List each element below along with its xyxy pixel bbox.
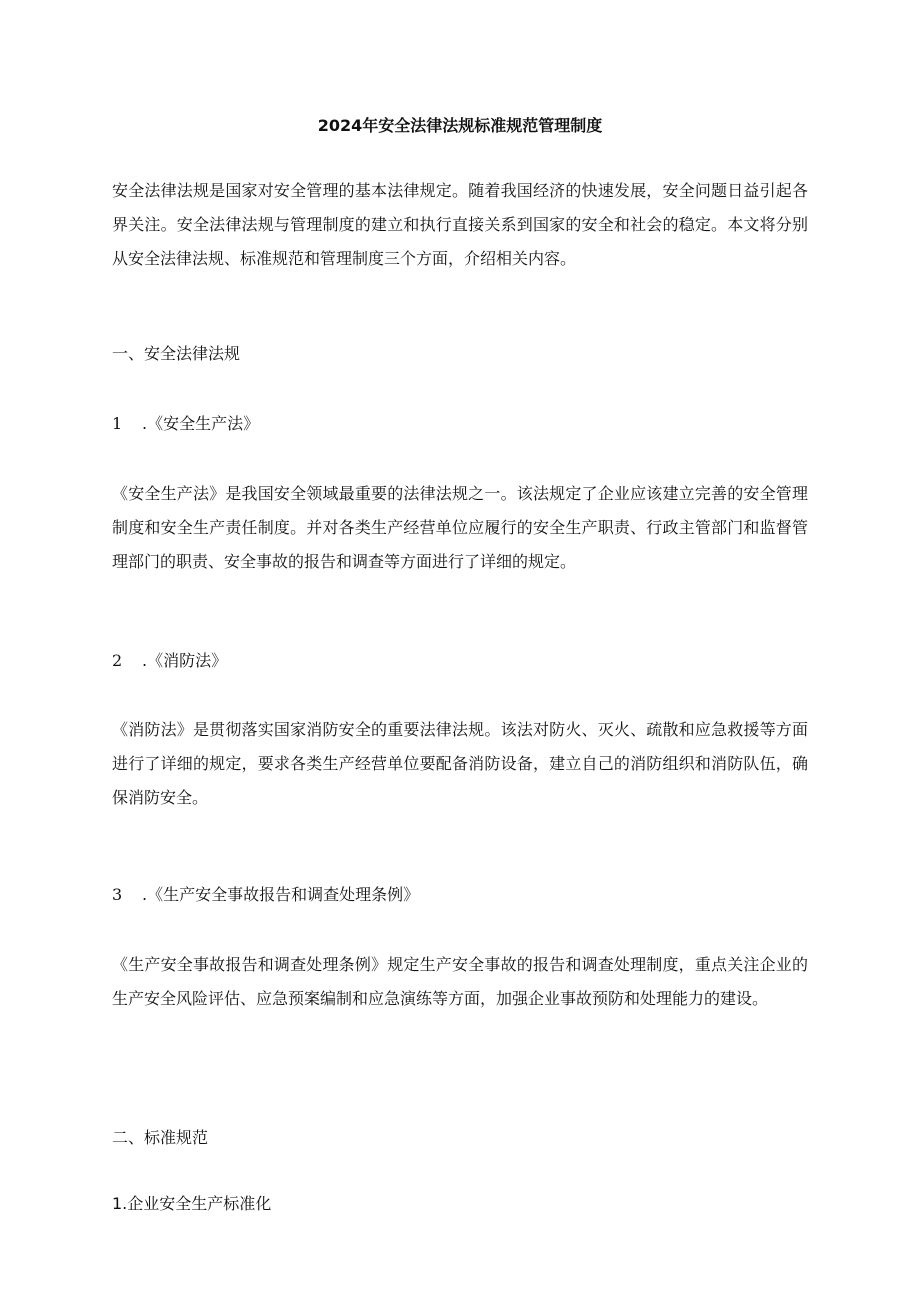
item-2-title: .《消防法》 bbox=[142, 651, 228, 670]
item-2-body: 《消防法》是贯彻落实国家消防安全的重要法律法规。该法对防火、灭火、疏散和应急救援等方面进行了详细的规定，要求各类生产经营单位要配备消防设备，建立自己的消防组织和消防队伍，确保消防安全。 bbox=[112, 720, 808, 807]
item-3-body: 《生产安全事故报告和调查处理条例》规定生产安全事故的报告和调查处理制度，重点关注企业的生产安全风险评估、应急预案编制和应急演练等方面，加强企业事故预防和处理能力的建设。 bbox=[112, 955, 808, 1008]
item-2-number: 2 bbox=[112, 651, 123, 670]
section-2-item-1: 1.企业安全生产标准化 bbox=[112, 1194, 272, 1213]
item-3-heading bbox=[112, 881, 419, 909]
intro-paragraph: 安全法律法规是国家对安全管理的基本法律规定。随着我国经济的快速发展，安全问题日益引起各界关注。安全法律法规与管理制度的建立和执行直接关系到国家的安全和社会的稳定。本文将分别从安全法律法规、标准规范和管理制度三个方面，介绍相关内容。 bbox=[112, 181, 808, 268]
section-1-heading: 一、安全法律法规 bbox=[112, 344, 241, 363]
document-title: 2024年安全法律法规标准规范管理制度 bbox=[317, 116, 603, 135]
item-1-heading bbox=[112, 410, 259, 438]
section-2-heading: 二、标准规范 bbox=[112, 1128, 209, 1147]
item-1-number: 1 bbox=[112, 414, 123, 433]
item-2-heading bbox=[112, 647, 227, 675]
item-3-title: .《生产安全事故报告和调查处理条例》 bbox=[142, 885, 420, 904]
item-3-number: 3 bbox=[112, 885, 123, 904]
item-1-title: .《安全生产法》 bbox=[142, 414, 260, 433]
item-1-body: 《安全生产法》是我国安全领域最重要的法律法规之一。该法规定了企业应该建立完善的安全管理制度和安全生产责任制度。并对各类生产经营单位应履行的安全生产职责、行政主管部门和监督管理部门的职责、安全事故的报告和调查等方面进行了详细的规定。 bbox=[112, 484, 808, 571]
